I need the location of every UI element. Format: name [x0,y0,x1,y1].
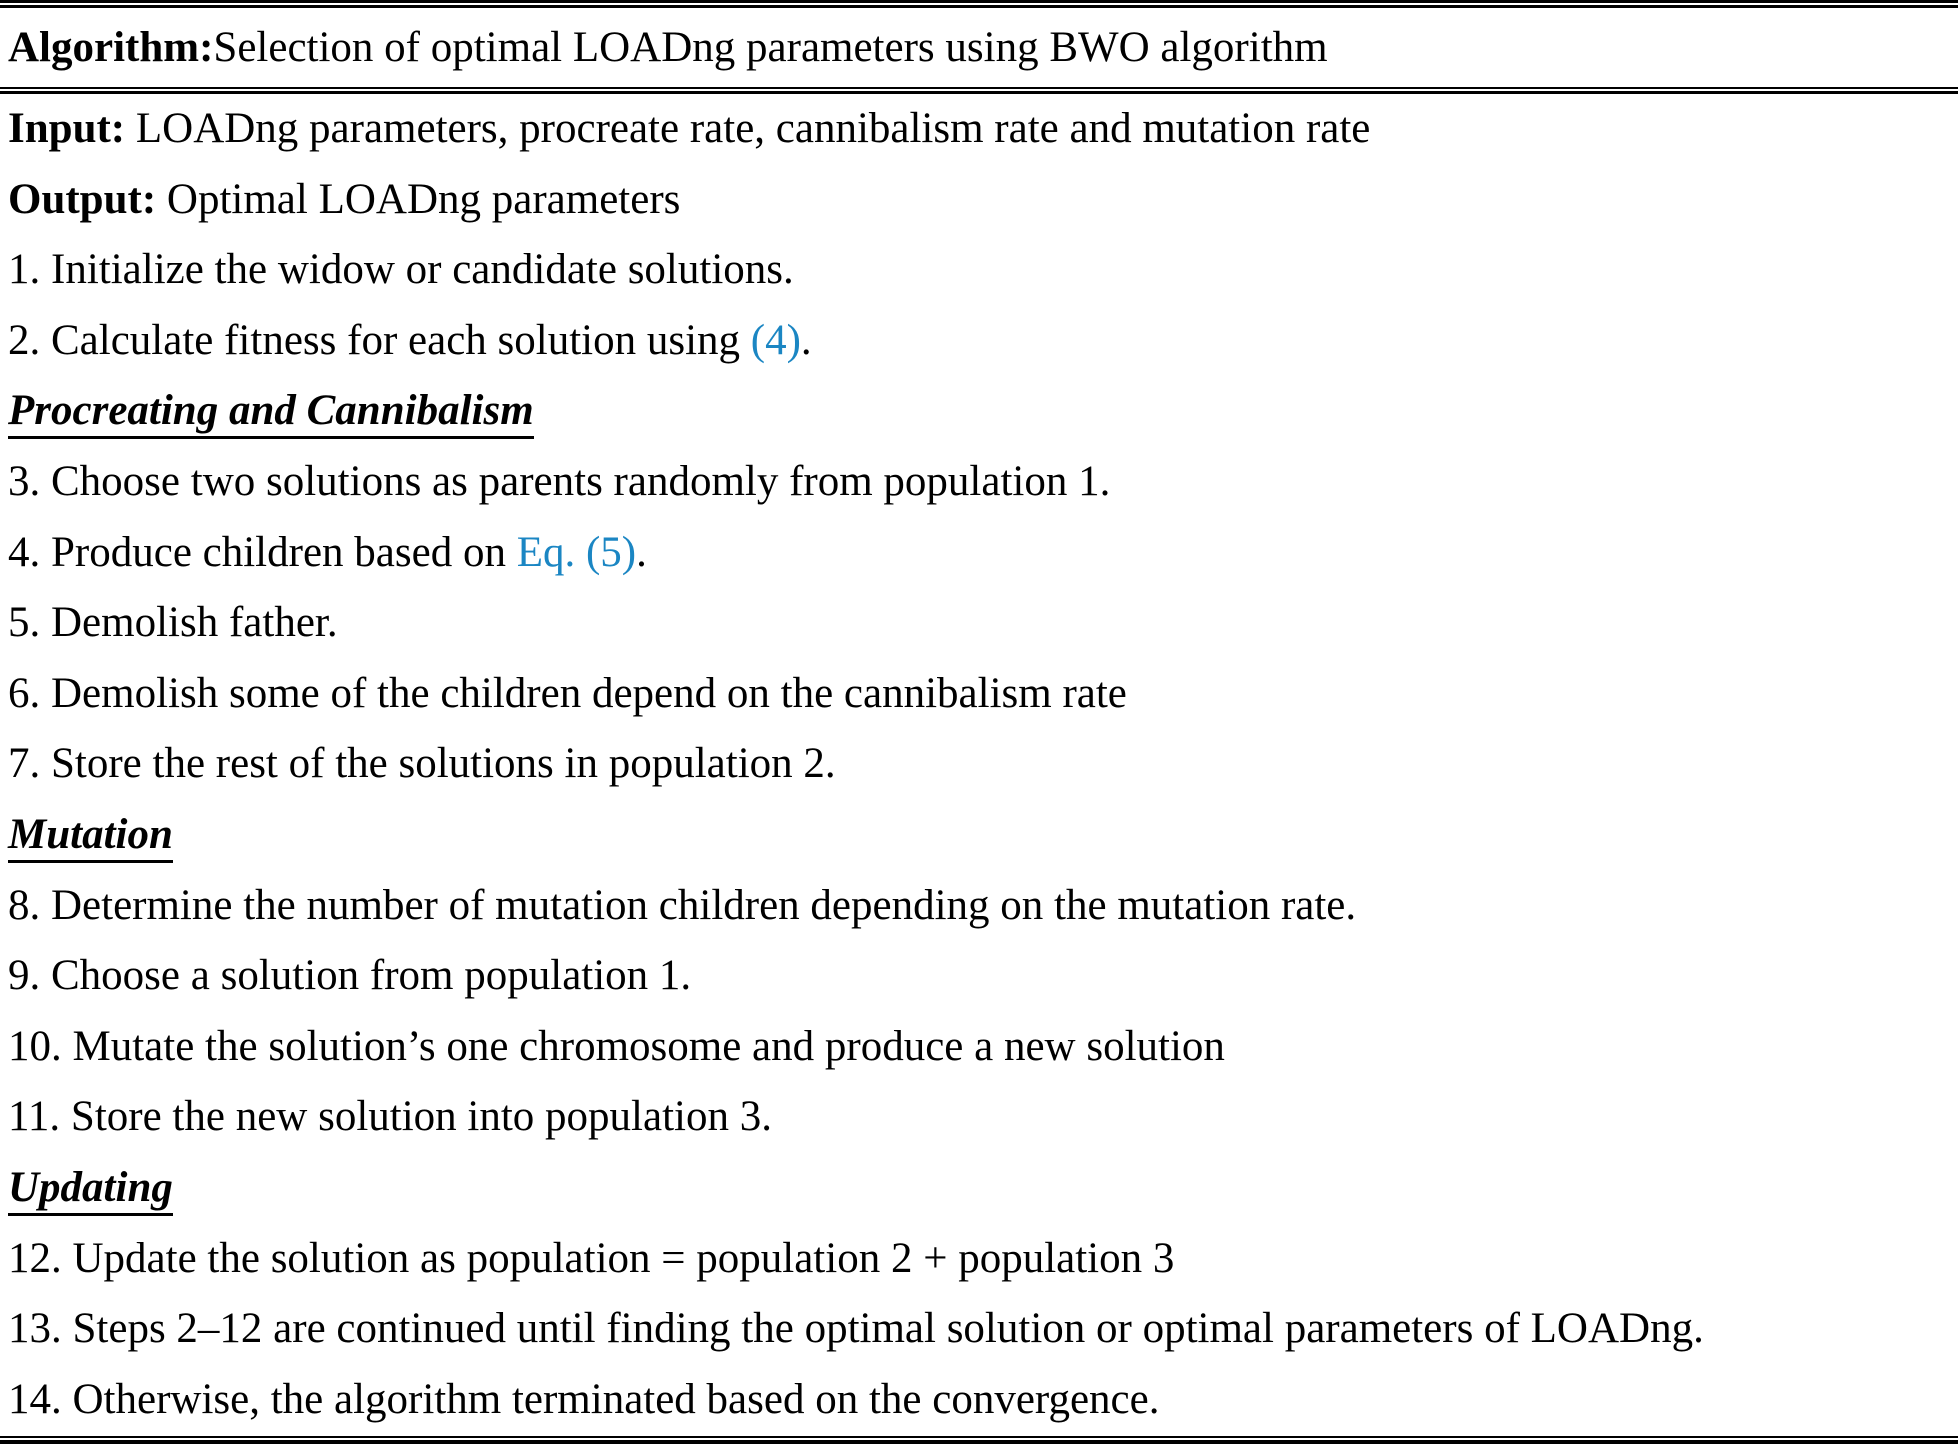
step-7 [8,729,1950,800]
section-heading-mutation: Mutation [8,811,173,863]
step-text: 7. Store the rest of the solutions in population 2. [8,740,836,788]
step-1 [8,235,1950,306]
step-text: 2. Calculate fitness for each solution using [8,316,751,364]
step-13 [8,1294,1950,1365]
step-text: 11. Store the new solution into population 3. [8,1093,772,1141]
step-text-end: . [636,528,647,576]
step-3 [8,447,1950,518]
step-text: 14. Otherwise, the algorithm terminated based on the convergence. [8,1375,1160,1423]
step-9 [8,941,1950,1012]
output-text: Optimal LOADng parameters [156,175,681,223]
eq-5-link[interactable]: Eq. (5) [516,528,637,576]
section-heading-updating-row [8,1153,1950,1224]
step-4 [8,518,1950,589]
step-text: 1. Initialize the widow or candidate solutions. [8,246,794,294]
section-heading-procreating-row [8,376,1950,447]
algorithm-title-row [0,8,1958,87]
step-5 [8,588,1950,659]
step-10 [8,1012,1950,1083]
step-text: 5. Demolish father. [8,599,338,647]
input-label: Input: [8,105,126,152]
input-text: LOADng parameters, procreate rate, cannibalism rate and mutation rate [125,105,1371,152]
section-heading-mutation-row [8,800,1950,871]
step-2 [8,306,1950,377]
section-heading-procreating: Procreating and Cannibalism [8,387,534,439]
step-12 [8,1224,1950,1295]
step-6 [8,659,1950,730]
step-text: 13. Steps 2–12 are continued until finding the optimal solution or optimal parameters of LOADng. [8,1305,1704,1353]
section-heading-updating: Updating [8,1164,173,1216]
input-row [8,94,1950,165]
header-rule [0,87,1958,94]
step-14 [8,1365,1950,1436]
step-text: 3. Choose two solutions as parents randomly from population 1. [8,457,1111,505]
algorithm-body [0,94,1958,1435]
eq-4-link[interactable]: (4) [750,316,801,364]
step-8 [8,871,1950,942]
step-text: 6. Demolish some of the children depend on the cannibalism rate [8,669,1127,717]
algorithm-title: Selection of optimal LOADng parameters using BWO algorithm [213,24,1328,71]
step-text: 12. Update the solution as population = population 2 + population 3 [8,1234,1175,1282]
bottom-rule [0,1436,1958,1444]
output-label: Output: [8,175,157,223]
step-text: 9. Choose a solution from population 1. [8,952,692,1000]
algorithm-label: Algorithm: [8,24,214,71]
output-row [8,165,1950,236]
step-text: 10. Mutate the solution’s one chromosome and produce a new solution [8,1022,1225,1070]
step-text: 8. Determine the number of mutation children depending on the mutation rate. [8,881,1357,929]
top-rule [0,0,1958,8]
step-text-end: . [800,316,812,364]
step-text: 4. Produce children based on [8,528,517,576]
step-11 [8,1082,1950,1153]
